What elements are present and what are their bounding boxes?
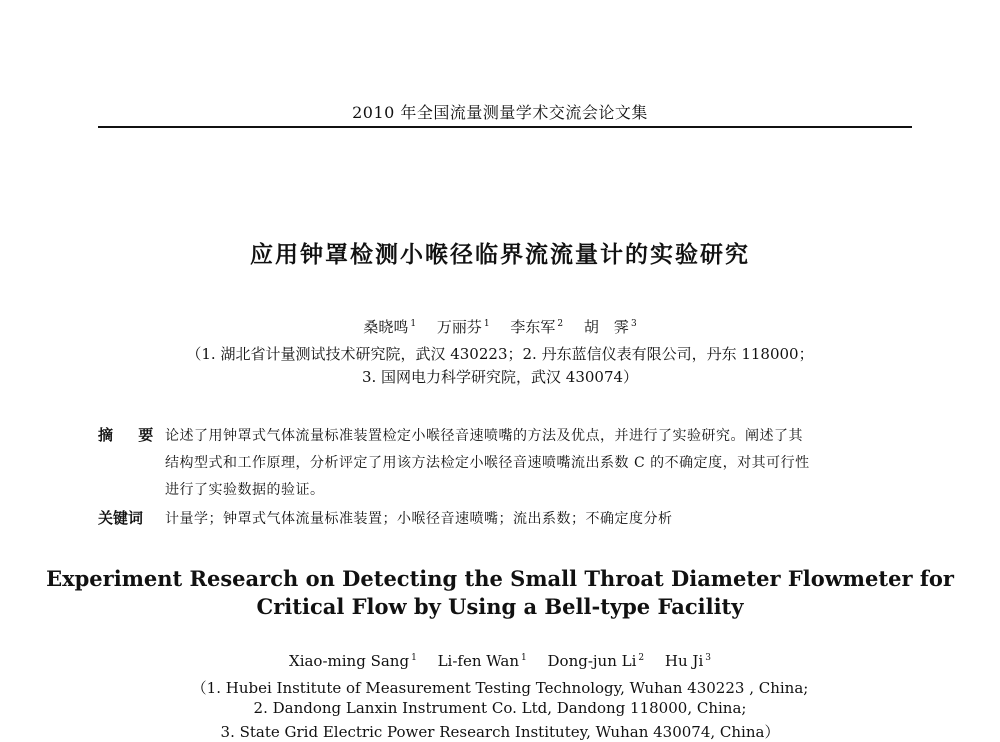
abstract-line: 结构型式和工作原理，分析评定了用该方法检定小喉径音速喷嘴流出系数 C 的不确定度，对其可行性 [165, 455, 810, 471]
author: Xiao-ming Sang $^1$ [289, 652, 417, 670]
abstract-line: 论述了用钟罩式气体流量标准装置检定小喉径音速喷嘴的方法及优点，并进行了实验研究。阐述了其 [165, 428, 803, 444]
author: 万丽芬 $^1$ [436, 318, 490, 336]
english-affiliation: 3. State Grid Electric Power Research Institutey, Wuhan 430074, China） [220, 723, 780, 741]
chinese-affiliation: 3. 国网电力科学研究院，武汉 430074） [361, 368, 639, 386]
english-authors [0, 652, 1000, 670]
abstract-line: 进行了实验数据的验证。 [165, 482, 325, 498]
keywords-label: 关键词 [98, 509, 144, 527]
english-affiliation: 2. Dandong Lanxin Instrument Co. Ltd, Dandong 118000, China; [253, 699, 747, 717]
chinese-affiliation: （1. 湖北省计量测试技术研究院，武汉 430223；2. 丹东蓝信仪表有限公司，丹东 118000； [186, 345, 814, 363]
author: 胡 霁 $^3$ [583, 318, 637, 336]
english-affiliation: （1. Hubei Institute of Measurement Testing Technology, Wuhan 430223 , China; [191, 679, 809, 697]
author: Dong-jun Li $^2$ [547, 652, 645, 670]
author: Hu Ji $^3$ [664, 652, 711, 670]
keywords: 计量学；钟罩式气体流量标准装置；小喉径音速喷嘴；流出系数；不确定度分析 [165, 511, 673, 527]
english-title: Experiment Research on Detecting the Small Throat Diameter Flowmeter for [46, 566, 954, 591]
author: 李东军 $^2$ [510, 318, 564, 336]
author: 桑晓鸣 $^1$ [363, 318, 417, 336]
running-header: 2010 年全国流量测量学术交流会论文集 [352, 103, 648, 122]
header-rule [98, 126, 912, 128]
chinese-authors [0, 316, 1000, 337]
abstract-label: 摘 要 [98, 426, 164, 444]
chinese-title: 应用钟罩检测小喉径临界流流量计的实验研究 [250, 241, 750, 268]
author: Li-fen Wan $^1$ [437, 652, 527, 670]
english-title: Critical Flow by Using a Bell-type Facility [256, 594, 744, 619]
